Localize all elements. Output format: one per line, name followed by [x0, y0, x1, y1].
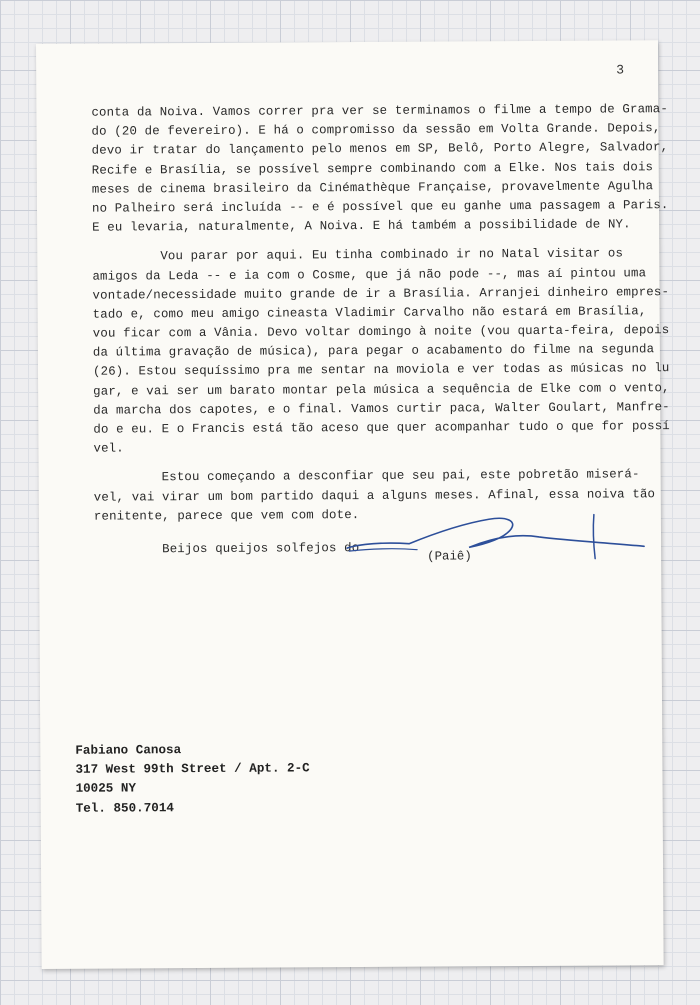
address-name: Fabiano Canosa [75, 743, 182, 758]
page-number: 3 [616, 62, 625, 78]
signature-scrawl [339, 502, 649, 574]
text-line: vontade/necessidade muito grande de ir a Brasília. Arranjei dinheiro empres- [92, 284, 670, 303]
text-line: E eu levaria, naturalmente, A Noiva. E há também a possibilidade de NY. [92, 217, 631, 235]
address-city: 10025 NY [75, 781, 137, 797]
text-line: do (20 de fevereiro). E há o compromisso da sessão em Volta Grande. Depois, [91, 121, 661, 139]
text-line: vel. [93, 441, 124, 456]
letter-sheet [36, 40, 670, 969]
address-street: 317 West 99th Street / Apt. 2-C [75, 761, 310, 777]
text-line: meses de cinema brasileiro da Cinémathèque Française, provavelmente Agulha [91, 178, 654, 197]
text-line: Estou começando a desconfiar que seu pai, este pobretão miserá- [161, 467, 640, 485]
text-line: do e eu. E o Francis está tão aceso que quer acompanhar tudo o que for possí [93, 419, 670, 437]
letter-body [91, 100, 670, 559]
text-line: devo ir tratar do lançamento pelo menos em SP, Belô, Porto Alegre, Salvador, [91, 140, 669, 159]
text-line: Recife e Brasília, se possível sempre combinando com a Elke. Nos tais dois [91, 159, 654, 178]
text-line: conta da Noiva. Vamos correr pra ver se terminamos o filme a tempo de Grama- [91, 102, 668, 120]
paragraph-1 [91, 100, 669, 238]
text-line: vou ficar com a Vânia. Devo voltar domingo à noite (vou quarta-feira, depois [92, 323, 670, 341]
text-line: (26). Estou sequíssimo pra me sentar na moviola e ver todas as músicas no lu [92, 361, 670, 380]
text-line: tado e, como meu amigo cineasta Vladimir Carvalho não estará em Brasília, [92, 304, 647, 322]
address-block [75, 740, 310, 818]
paragraph-2 [92, 245, 670, 459]
text-line: vel, vai virar um bom partido daqui a alguns meses. Afinal, essa noiva tão [93, 486, 656, 505]
text-line: gar, e vai ser um barato montar pela música a sequência de Elke com o vento, [93, 380, 670, 399]
address-phone: Tel. 850.7014 [75, 800, 174, 816]
text-line: no Palheiro será incluída -- e é possível que eu ganhe uma passagem a Paris. [91, 198, 669, 216]
closing-line: Beijos queijos solfejos do [162, 540, 360, 557]
text-line: da última gravação de música), para pegar o acabamento do filme na segunda [92, 342, 655, 360]
signature-name: (Paiê) [427, 549, 472, 564]
text-line: da marcha dos capotes, e o final. Vamos curtir paca, Walter Goulart, Manfre- [93, 399, 670, 418]
text-line: Vou parar por aqui. Eu tinha combinado ir no Natal visitar os [160, 246, 624, 264]
text-line: renitente, parece que vem com dote. [93, 507, 360, 524]
text-line: amigos da Leda -- e ia com o Cosme, que já não pode --, mas aí pintou uma [92, 265, 647, 284]
